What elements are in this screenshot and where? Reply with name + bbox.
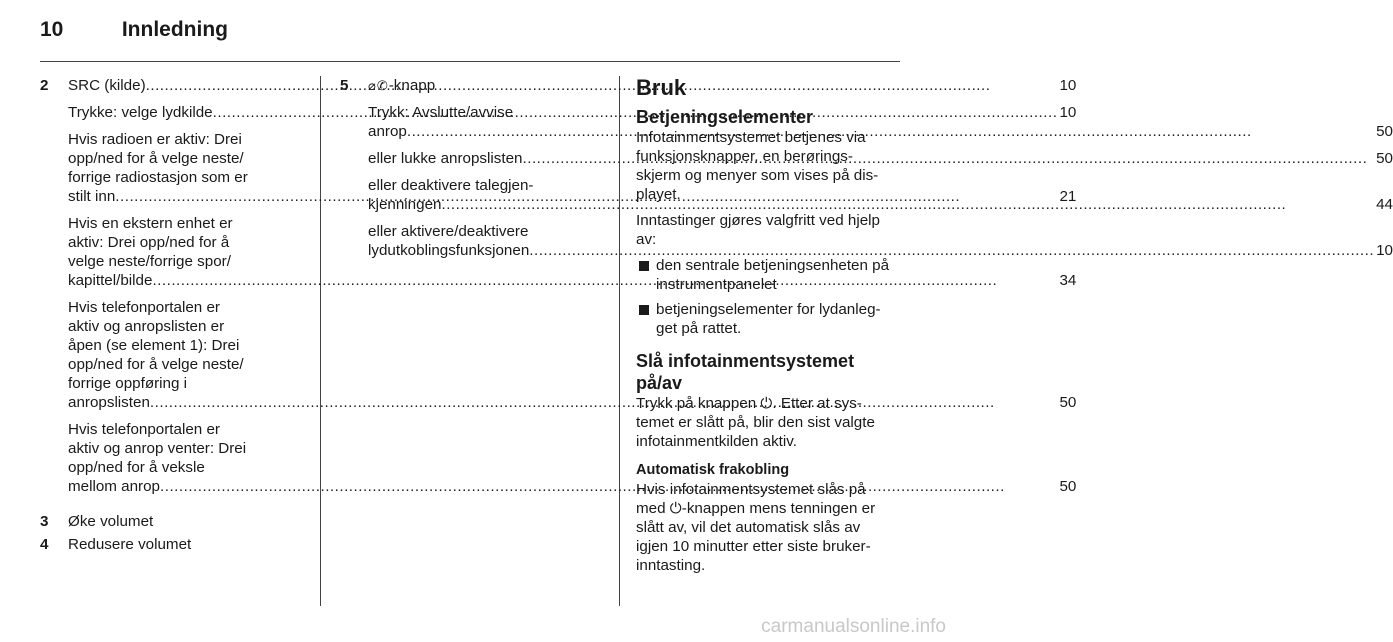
paragraph-power (636, 394, 902, 451)
page-ref: 10 (1059, 104, 1077, 121)
knapp-label: -knapp (388, 77, 436, 94)
page-ref: 21 (1059, 188, 1077, 205)
leader-text: Trykke: velge lydkilde (68, 104, 213, 121)
heading-bruk: Bruk (636, 75, 687, 100)
subitem-line: åpen (se element 1): Drei (68, 337, 240, 354)
mute-phone-icon: ⌀✆ (368, 78, 389, 93)
column-right (636, 74, 902, 582)
text-line: infotainmentkilden aktiv. (636, 433, 797, 450)
paragraph-intro (636, 128, 902, 204)
page-ref: 10 (1376, 242, 1393, 259)
page-ref: 50 (1376, 123, 1393, 140)
bullet-square-icon (639, 305, 649, 315)
entry-text: Øke volumet (68, 513, 154, 530)
heading-power: Slå infotainmentsystemet på/av (636, 351, 855, 393)
leader-text: stilt inn (68, 188, 116, 205)
page-title: Innledning (121, 18, 228, 41)
subitem-line: Hvis radioen er aktiv: Drei (68, 131, 242, 148)
entry-number: 3 (40, 513, 49, 530)
paragraph-auto-off (636, 480, 902, 575)
text-line: av: (636, 231, 657, 248)
page-ref: 50 (1059, 394, 1077, 411)
bullet-list (636, 256, 902, 338)
text-line: med ⏻-knappen mens tenningen er (636, 500, 876, 517)
leader-text: lydutkoblingsfunksjonen (368, 242, 530, 259)
page-ref: 44 (1376, 196, 1393, 213)
subitem-line: forrige radiostasjon som er (68, 169, 248, 186)
leader-text: SRC (kilde) (68, 77, 146, 94)
text-line: inntasting. (636, 557, 706, 574)
leader-text: anrop (368, 123, 407, 140)
text-line: Trykk på knappen ⏻. Etter at sys- (636, 395, 862, 412)
subitem-line: aktiv og anrop venter: Drei (68, 440, 247, 457)
leader-text: kapittel/bilde (68, 272, 153, 289)
subitem-line: velge neste/forrige spor/ (68, 253, 231, 270)
bullet-line: den sentrale betjeningsenheten på (656, 257, 890, 274)
leader-text: kjenningen (368, 196, 442, 213)
text-line: funksjonsknapper, en berørings- (636, 148, 853, 165)
entry-number: 4 (40, 536, 49, 553)
leader-line (68, 393, 1076, 412)
subitem-line: forrige oppføring i (68, 375, 188, 392)
text-line: igjen 10 minutter etter siste bruker- (636, 538, 871, 555)
bullet-line: get på rattet. (656, 320, 742, 337)
page-ref: 50 (1059, 478, 1077, 495)
subitem-line: aktiv: Drei opp/ned for å (68, 234, 230, 251)
page-header (40, 18, 228, 42)
leader-text: mellom anrop (68, 478, 161, 495)
entry-number: 5 (340, 77, 349, 94)
bullet-body (656, 256, 889, 294)
subitem-line: Hvis telefonportalen er (68, 421, 220, 438)
bullet-line: instrumentpanelet (656, 276, 777, 293)
bullet-line: betjeningselementer for lydanleg- (656, 301, 881, 318)
bullet-square-icon (639, 261, 649, 271)
subitem-line: opp/ned for å veksle (68, 459, 205, 476)
subitem-line: Trykk: Avslutte/avvise (368, 104, 514, 121)
subitem (68, 298, 1076, 412)
leader-dots (152, 271, 1057, 290)
paragraph-input (636, 211, 902, 249)
page-ref: 50 (1376, 150, 1393, 167)
subitem-line: opp/ned for å velge neste/ (68, 356, 244, 373)
bullet-item (636, 300, 902, 338)
bullet-body (656, 300, 881, 338)
heading-auto-off: Automatisk frakobling (636, 462, 790, 478)
subitem-line: Hvis telefonportalen er (68, 299, 220, 316)
subitem-line: aktiv og anropslisten er (68, 318, 225, 335)
subitem (68, 420, 1076, 496)
entry-4 (40, 535, 302, 554)
subitem-line: eller aktivere/deaktivere (368, 223, 529, 240)
header-rule (40, 61, 900, 62)
leader-dots (150, 393, 1058, 412)
subitem-line: opp/ned for å velge neste/ (68, 150, 244, 167)
entry-text: Redusere volumet (68, 536, 192, 553)
text-line: playet. (636, 186, 681, 203)
leader-text: eller lukke anropslisten (368, 150, 523, 167)
subitem-line: eller deaktivere talegjen- (368, 177, 534, 194)
subitem-line: Hvis en ekstern enhet er (68, 215, 233, 232)
text-line: skjerm og menyer som vises på dis- (636, 167, 879, 184)
entry-number: 2 (40, 77, 49, 94)
bullet-item (636, 256, 902, 294)
entry-3 (40, 512, 302, 531)
leader-line (68, 477, 1076, 496)
leader-text: anropslisten (68, 394, 150, 411)
text-line: Infotainmentsystemet betjenes via (636, 129, 866, 146)
watermark: carmanualsonline.info (761, 616, 946, 637)
page-ref: 34 (1059, 272, 1077, 289)
page-ref: 10 (1059, 77, 1077, 94)
text-line: slått av, vil det automatisk slås av (636, 519, 861, 536)
text-line: Hvis infotainmentsystemet slås på (636, 481, 866, 498)
text-line: Inntastinger gjøres valgfritt ved hjelp (636, 212, 880, 229)
heading-betjeningselementer: Betjeningselementer (636, 107, 814, 127)
leader-dots (160, 477, 1057, 496)
leader-dots (441, 195, 1374, 214)
text-line: temet er slått på, blir den sist valgte (636, 414, 875, 431)
page-number: 10 (40, 18, 64, 41)
